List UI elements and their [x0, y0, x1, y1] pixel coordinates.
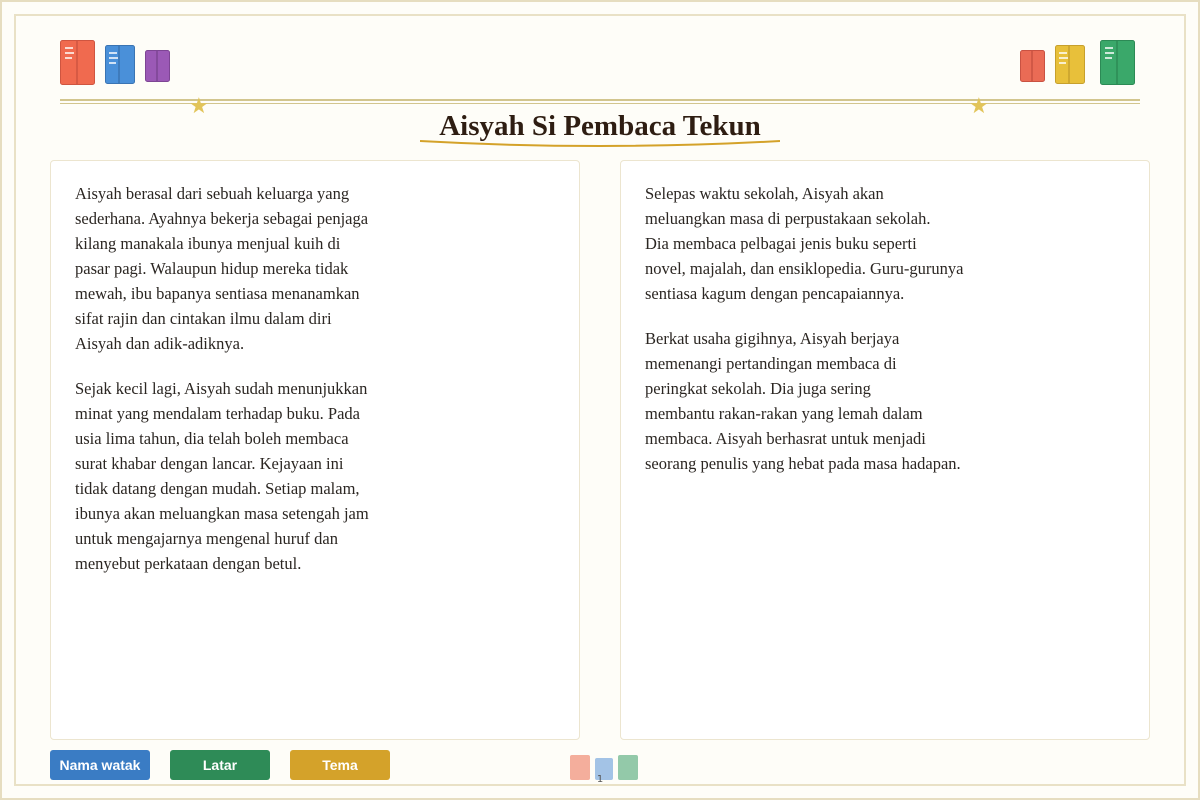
paragraph: Sejak kecil lagi, Aisyah sudah menunjukkan minat yang mendalam terhadap buku. Pada usia lima tahun, dia telah boleh membaca surat khabar dengan lancar. Kejayaan ini tidak datang dengan mudah. Setiap malam, ibunya akan meluangkan masa setengah jam untuk mengajarnya mengenal huruf dan menyebut perkataan dengan betul.: [75, 379, 369, 573]
page-title: Aisyah Si Pembaca Tekun: [439, 110, 761, 142]
star-icon-left: ★: [189, 94, 209, 119]
right-page-panel: [620, 160, 1150, 740]
paragraph: Aisyah berasal dari sebuah keluarga yang sederhana. Ayahnya bekerja sebagai penjaga kilang manakala ibunya menjual kuih di pasar pagi. Walaupun hidup mereka tidak mewah, ibu bapanya sentiasa menanamkan sifat rajin dan cintakan ilmu dalam diri Aisyah dan adik-adiknya.: [75, 184, 369, 353]
setting-button[interactable]: Latar: [170, 750, 270, 780]
paragraph: Selepas waktu sekolah, Aisyah akan meluangkan masa di perpustakaan sekolah. Dia membaca pelbagai jenis buku seperti novel, majalah, dan ensiklopedia. Guru-gurunya sentiasa kagum dengan pencapaiannya.: [645, 184, 964, 303]
page-thumbnail-red[interactable]: [570, 755, 590, 780]
paragraph: Berkat usaha gigihnya, Aisyah berjaya memenangi pertandingan membaca di peringkat sekolah. Dia juga sering membantu rakan-rakan yang lemah dalam membaca. Aisyah berhasrat untuk menjadi seorang penulis yang hebat pada masa hadapan.: [645, 329, 961, 473]
title-underline: [420, 139, 780, 149]
star-icon-right: ★: [969, 94, 989, 119]
yellow-book-icon: [1055, 45, 1086, 85]
theme-button[interactable]: Tema: [290, 750, 390, 780]
character-name-button[interactable]: Nama watak: [50, 750, 150, 780]
red-book-icon-right: [1020, 50, 1046, 83]
red-book-icon: [60, 40, 96, 86]
left-page-panel: [50, 160, 580, 740]
page-thumbnail-green[interactable]: [618, 755, 638, 780]
green-book-icon: [1100, 40, 1136, 86]
blue-book-icon: [105, 45, 136, 85]
page-number: 1: [596, 774, 604, 785]
purple-book-icon: [145, 50, 171, 83]
